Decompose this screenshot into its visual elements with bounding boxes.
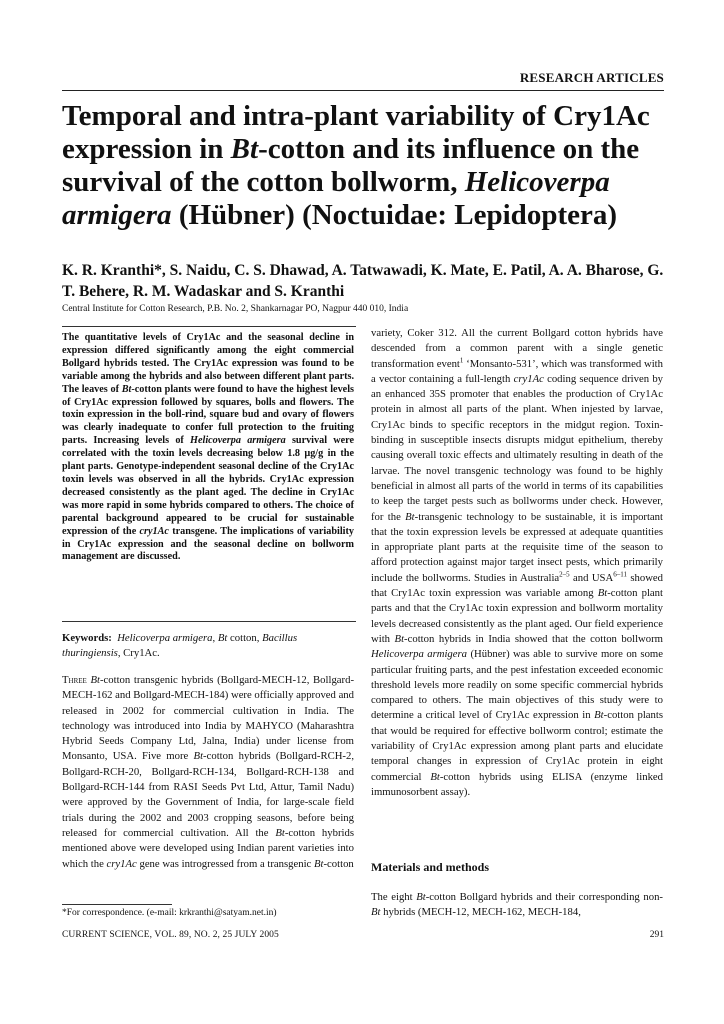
footnote-rule <box>62 904 172 905</box>
section-label: RESEARCH ARTICLES <box>519 70 664 85</box>
methods-paragraph: The eight Bt-cotton Bollgard hybrids and their corresponding non-Bt hybrids (MECH-12, MECH-162, MECH-184, <box>371 891 663 919</box>
keywords-label: Keywords: <box>62 632 112 644</box>
intro-paragraph-continued: variety, Coker 312. All the current Bollgard cotton hybrids have descended from a common parent with a single genetic transformation event$^1$ ‘Monsanto-531’, which was transformed with a vector containing a full-length cry1Ac coding sequence driven by an enhanced 35S promoter that enables the production of Cry1Ac protein in almost all parts of the plant. When injested by larvae, Cry1Ac binds to specific receptors in the midgut region. Toxin-binding in susceptible insects disrupts midgut epithelium, thereby causing overall toxic effects and ultimately resulting in death of the larvae. The novel transgenic technology was found to be highly beneficial in almost all parts of the world in terms of its capabilities to keep the target pests such as bollworms under check. However, for the Bt-transgenic technology to be sustainable, it is important that the toxin expression levels be expressed at adequate quantities in appropriate plant parts at the requisite time of the season to afford protection against major target insect pests, which primarily include the bollworms. Studies in Australia$^{2-5}$ and USA$^{6-11}$ showed that Cry1Ac toxin expression was variable among Bt-cotton plant parts and that the Cry1Ac toxin expression and bollworm mortality levels decreased consistently as the plant aged. Our field experience with Bt-cotton hybrids in India showed that the cotton bollworm Helicoverpa armigera (Hübner) was able to survive more on some particular fruiting parts, and the pest infestation exceeded economic threshold levels more readily on some specific commercial hybrids compared to others. The main objectives of this study were to determine a critical level of Cry1Ac expression in Bt-cotton plants that would be required for effective bollworm control; estimate the variability of Cry1Ac expression among plant parts and elucidate temporal changes in expression of Cry1Ac protein in eight commercial Bt-cotton hybrids using ELISA (enzyme linked immunosorbent assay). <box>371 327 664 798</box>
keywords: Keywords: Helicoverpa armigera, Bt cotton, Bacillus thuringiensis, Cry1Ac. <box>62 632 298 660</box>
intro-paragraph: Three Bt-cotton transgenic hybrids (Bollgard-MECH-12, Bollgard-MECH-162 and Bollgard-MECH-184) were officially approved and released in 2002 for commercial cultivation in India. The technology was introduced into India by MAHYCO (Maharashtra Hybrid Seeds Company Ltd, Jalna, India) under license from Monsanto, USA. Five more Bt-cotton hybrids (Bollgard-RCH-2, Bollgard-RCH-20, Bollgard-RCH-134, Bollgard-RCH-138 and Bollgard-RCH-144 from RASI Seeds Pvt Ltd, Attur, Tamil Nadu) were approved by the Government of India, for large-scale field trials during the 2002 and 2003 cropping seasons, before being released for commercial cultivation. All the Bt-cotton hybrids mentioned above were developed using Indian parent varieties into which the cry1Ac gene was introgressed from a transgenic Bt-cotton <box>62 674 355 870</box>
intro-lead-word: Three <box>62 674 87 686</box>
abstract-bottom-rule <box>62 621 356 622</box>
abstract: The quantitative levels of Cry1Ac and the seasonal decline in expression differed significantly among the eight commercial Bollgard hybrids tested. The Cry1Ac expression was found to be variable among the hybrids and also between different plant parts. The leaves of Bt-cotton plants were found to have the highest levels of Cry1Ac expression followed by squares, bolls and flowers. The toxin expression in the boll-rind, square bud and ovary of flowers was clearly inadequate to confer full protection to the fruiting parts. Increasing levels of Helicoverpa armigera survival were correlated with the toxin levels decreasing below 1.8 µg/g in the plant parts. Genotype-independent seasonal decline of the Cry1Ac toxin levels was observed in all the hybrids. Cry1Ac expression decreased consistently as the plant aged. The decline in Cry1Ac was more rapid in some hybrids compared to others. The choice of parental background appeared to be crucial for sustainable expression of the cry1Ac transgene. The implications of variability in Cry1Ac expression and the seasonal decline on bollworm management are discussed. <box>62 332 355 563</box>
abstract-top-rule <box>62 326 356 327</box>
journal-citation: CURRENT SCIENCE, VOL. 89, NO. 2, 25 JULY 2005 <box>62 930 279 940</box>
methods-heading: Materials and methods <box>371 860 489 874</box>
affiliation: Central Institute for Cotton Research, P.B. No. 2, Shankarnagar PO, Nagpur 440 010, India <box>62 304 409 314</box>
author-list: K. R. Kranthi*, S. Naidu, C. S. Dhawad, A. Tatwawadi, K. Mate, E. Patil, A. A. Bharose, G. T. Behere, R. M. Wadaskar and S. Kranthi <box>62 262 664 300</box>
header-rule <box>62 90 664 91</box>
article-title: Temporal and intra-plant variability of Cry1Ac expression in Bt-cotton and its influence on the survival of the cotton bollworm, Helicoverpa armigera (Hübner) (Noctuidae: Lepidoptera) <box>62 100 650 231</box>
page-number: 291 <box>649 930 664 940</box>
correspondence-footnote: *For correspondence. (e-mail: krkranthi@satyam.net.in) <box>62 908 277 918</box>
